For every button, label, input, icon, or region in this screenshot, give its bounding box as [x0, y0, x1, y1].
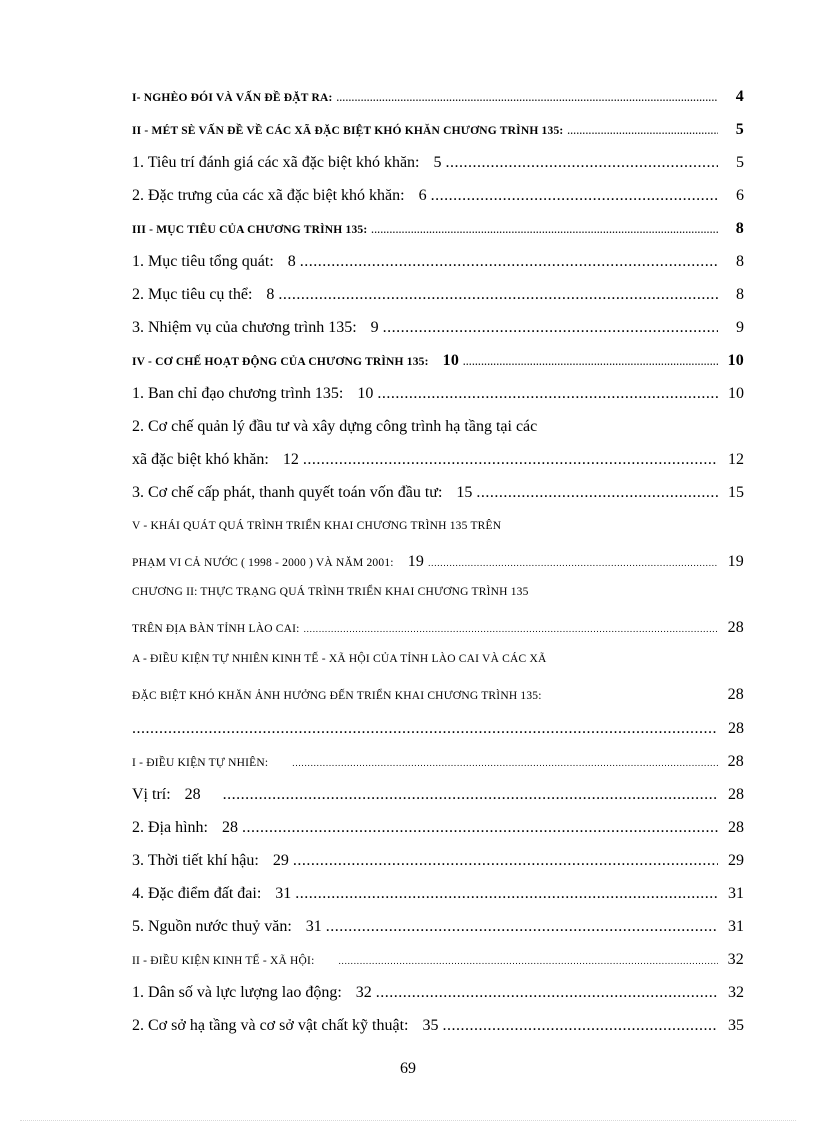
- toc-page-number: 28: [727, 686, 744, 703]
- toc-inline-page: 28: [222, 819, 238, 836]
- toc-inline-page: 35: [422, 1017, 439, 1034]
- toc-entry-18[interactable]: [132, 653, 744, 677]
- toc-entry-text: 2. Mục tiêu cụ thể:: [132, 286, 253, 303]
- toc-entry-text: 3. Cơ chế cấp phát, thanh quyết toán vốn đầu tư:: [132, 484, 443, 501]
- toc-page-number: 19: [727, 553, 744, 570]
- dot-leader: [377, 385, 718, 403]
- dot-leader: [431, 187, 718, 205]
- toc-entry-text: II - MÉT SÈ VẤN ĐỀ VỀ CÁC XÃ ĐẶC BIỆT KHÓ KHĂN CHƯƠNG TRÌNH 135:: [132, 125, 564, 137]
- toc-entry-16[interactable]: [132, 586, 744, 610]
- toc-inline-page: 10: [357, 385, 374, 402]
- toc-entry-text: xã đặc biệt khó khăn:: [132, 451, 269, 468]
- toc-entry-text: 2. Cơ sở hạ tầng và cơ sở vật chất kỹ thuật:: [132, 1017, 409, 1034]
- toc-inline-page: 29: [272, 852, 289, 869]
- dot-leader: [371, 224, 718, 236]
- toc-page-number: 28: [728, 786, 744, 803]
- toc-entry-12[interactable]: [132, 451, 744, 475]
- toc-page-number: 28: [727, 619, 744, 636]
- dot-leader: [476, 484, 718, 502]
- toc-inline-page: 31: [305, 918, 322, 935]
- toc-entry-14[interactable]: [132, 520, 744, 544]
- page-bottom-divider: [20, 1120, 796, 1121]
- toc-entry-text: 3. Thời tiết khí hậu:: [132, 852, 259, 869]
- toc-page-number: 10: [728, 385, 744, 402]
- toc-page-number: 31: [728, 885, 744, 902]
- toc-inline-page: 32: [355, 984, 372, 1001]
- toc-entry-23[interactable]: [132, 819, 744, 843]
- toc-page-number: 12: [728, 451, 744, 468]
- toc-entry-text: V - KHÁI QUÁT QUÁ TRÌNH TRIỂN KHAI CHƯƠNG TRÌNH 135 TRÊN: [132, 520, 502, 532]
- dot-leader: [567, 125, 718, 137]
- dot-leader: [376, 984, 718, 1002]
- toc-inline-page: 6: [418, 187, 427, 204]
- toc-page-number: 8: [735, 220, 744, 237]
- dot-leader: [442, 1017, 718, 1035]
- dot-leader: [326, 918, 718, 936]
- toc-entry-22[interactable]: [132, 786, 744, 810]
- dot-leader: [303, 451, 718, 469]
- dot-leader: [292, 757, 718, 769]
- dot-leader: [304, 623, 718, 635]
- dot-leader: [428, 557, 718, 569]
- toc-page-number: 9: [736, 319, 744, 336]
- toc-entry-9[interactable]: [132, 352, 744, 376]
- toc-entry-text: III - MỤC TIÊU CỦA CHƯƠNG TRÌNH 135:: [132, 224, 368, 236]
- toc-entry-11[interactable]: [132, 418, 744, 442]
- toc-entry-2[interactable]: [132, 121, 744, 145]
- toc-page-number: 35: [728, 1017, 744, 1034]
- dot-leader: [242, 819, 718, 837]
- dot-leader: [300, 253, 718, 271]
- toc-page-number: 29: [728, 852, 744, 869]
- toc-entry-15[interactable]: [132, 553, 744, 577]
- toc-entry-text: II - ĐIỀU KIỆN KINH TẾ - XÃ HỘI:: [132, 955, 315, 967]
- toc-page-number: 5: [735, 121, 744, 138]
- toc-entry-27[interactable]: [132, 951, 744, 975]
- toc-page-number: 8: [736, 286, 744, 303]
- toc-entry-1[interactable]: [132, 88, 744, 112]
- toc-inline-page: 12: [282, 451, 299, 468]
- toc-entry-text: IV - CƠ CHẾ HOẠT ĐỘNG CỦA CHƯƠNG TRÌNH 135:: [132, 356, 429, 368]
- toc-page-number: 28: [728, 720, 744, 737]
- toc-entry-3[interactable]: [132, 154, 744, 178]
- toc-entry-text: 1. Tiêu trí đánh giá các xã đặc biệt khó khăn:: [132, 154, 420, 171]
- toc-entry-text: I - ĐIỀU KIỆN TỰ NHIÊN:: [132, 757, 269, 769]
- dot-leader: [338, 955, 718, 967]
- toc-inline-page: 8: [287, 253, 296, 270]
- toc-entry-text: PHẠM VI CẢ NƯỚC ( 1998 - 2000 ) VÀ NĂM 2001:: [132, 557, 394, 569]
- toc-entry-21[interactable]: [132, 753, 744, 777]
- toc-inline-page: 8: [266, 286, 275, 303]
- toc-entry-6[interactable]: [132, 253, 744, 277]
- dot-leader: [278, 286, 718, 304]
- toc-inline-page: 9: [370, 319, 379, 336]
- dot-leader: [223, 786, 718, 804]
- toc-entry-29[interactable]: [132, 1017, 744, 1041]
- toc-entry-20[interactable]: [132, 720, 744, 744]
- toc-inline-page: 5: [433, 154, 442, 171]
- toc-page-number: 32: [727, 951, 744, 968]
- toc-entry-26[interactable]: [132, 918, 744, 942]
- toc-page-number: 4: [735, 88, 744, 105]
- toc-entry-7[interactable]: [132, 286, 744, 310]
- toc-entry-text: Vị trí:: [132, 786, 171, 803]
- toc-entry-text: 1. Ban chỉ đạo chương trình 135:: [132, 385, 344, 402]
- toc-inline-page: 15: [456, 484, 473, 501]
- toc-entry-19[interactable]: [132, 686, 744, 710]
- toc-entry-text: A - ĐIỀU KIỆN TỰ NHIÊN KINH TẾ - XÃ HỘI CỦA TỈNH LÀO CAI VÀ CÁC XÃ: [132, 653, 547, 665]
- toc-entry-text: 1. Dân số và lực lượng lao động:: [132, 984, 342, 1001]
- dot-leader: [383, 319, 718, 337]
- toc-entry-13[interactable]: [132, 484, 744, 508]
- toc-entry-5[interactable]: [132, 220, 744, 244]
- dot-leader: [295, 885, 718, 903]
- toc-entry-text: 3. Nhiệm vụ của chương trình 135:: [132, 319, 357, 336]
- toc-inline-page: 19: [407, 553, 425, 570]
- toc-entry-text: 4. Đặc điểm đất đai:: [132, 885, 262, 902]
- page-number: 69: [400, 1060, 416, 1077]
- toc-page-number: 5: [736, 154, 744, 171]
- toc-entry-text: 2. Cơ chế quản lý đầu tư và xây dựng công trình hạ tầng tại các: [132, 418, 538, 435]
- toc-entry-text: 2. Địa hình:: [132, 819, 208, 836]
- toc-entry-text: I- NGHÈO ĐÓI VÀ VẤN ĐỀ ĐẶT RA:: [132, 92, 333, 104]
- dot-leader: [445, 154, 718, 172]
- toc-inline-page: 28: [184, 786, 201, 803]
- toc-entry-8[interactable]: [132, 319, 744, 343]
- dot-leader: [337, 92, 718, 104]
- toc-page-number: 32: [728, 984, 744, 1001]
- toc-entry-25[interactable]: [132, 885, 744, 909]
- toc-page-number: 10: [727, 352, 744, 369]
- toc-page-number: 8: [736, 253, 744, 270]
- toc-inline-page: 31: [275, 885, 292, 902]
- toc-entry-17[interactable]: [132, 619, 744, 643]
- toc-entry-24[interactable]: [132, 852, 744, 876]
- toc-inline-page: 10: [442, 352, 460, 369]
- toc-page-number: 31: [728, 918, 744, 935]
- toc-entry-10[interactable]: [132, 385, 744, 409]
- toc-entry-text: 2. Đặc trưng của các xã đặc biệt khó khăn:: [132, 187, 405, 204]
- dot-leader: [463, 356, 718, 368]
- toc-entry-4[interactable]: [132, 187, 744, 211]
- toc-entry-text: 1. Mục tiêu tổng quát:: [132, 253, 274, 270]
- toc-page-number: 6: [736, 187, 744, 204]
- toc-entry-text: 5. Nguồn nước thuỷ văn:: [132, 918, 292, 935]
- toc-page-number: 28: [728, 819, 744, 836]
- toc-entry-text: ĐẶC BIỆT KHÓ KHĂN ẢNH HƯỞNG ĐẾN TRIỂN KHAI CHƯƠNG TRÌNH 135:: [132, 690, 542, 702]
- toc-page-number: 28: [727, 753, 744, 770]
- toc-entry-28[interactable]: [132, 984, 744, 1008]
- dot-leader: [293, 852, 718, 870]
- dot-leader: [132, 720, 718, 738]
- toc-entry-text: CHƯƠNG II: THỰC TRẠNG QUÁ TRÌNH TRIỂN KHAI CHƯƠNG TRÌNH 135: [132, 586, 529, 598]
- toc-page-number: 15: [728, 484, 744, 501]
- toc-entry-text: TRÊN ĐỊA BÀN TỈNH LÀO CAI:: [132, 623, 300, 635]
